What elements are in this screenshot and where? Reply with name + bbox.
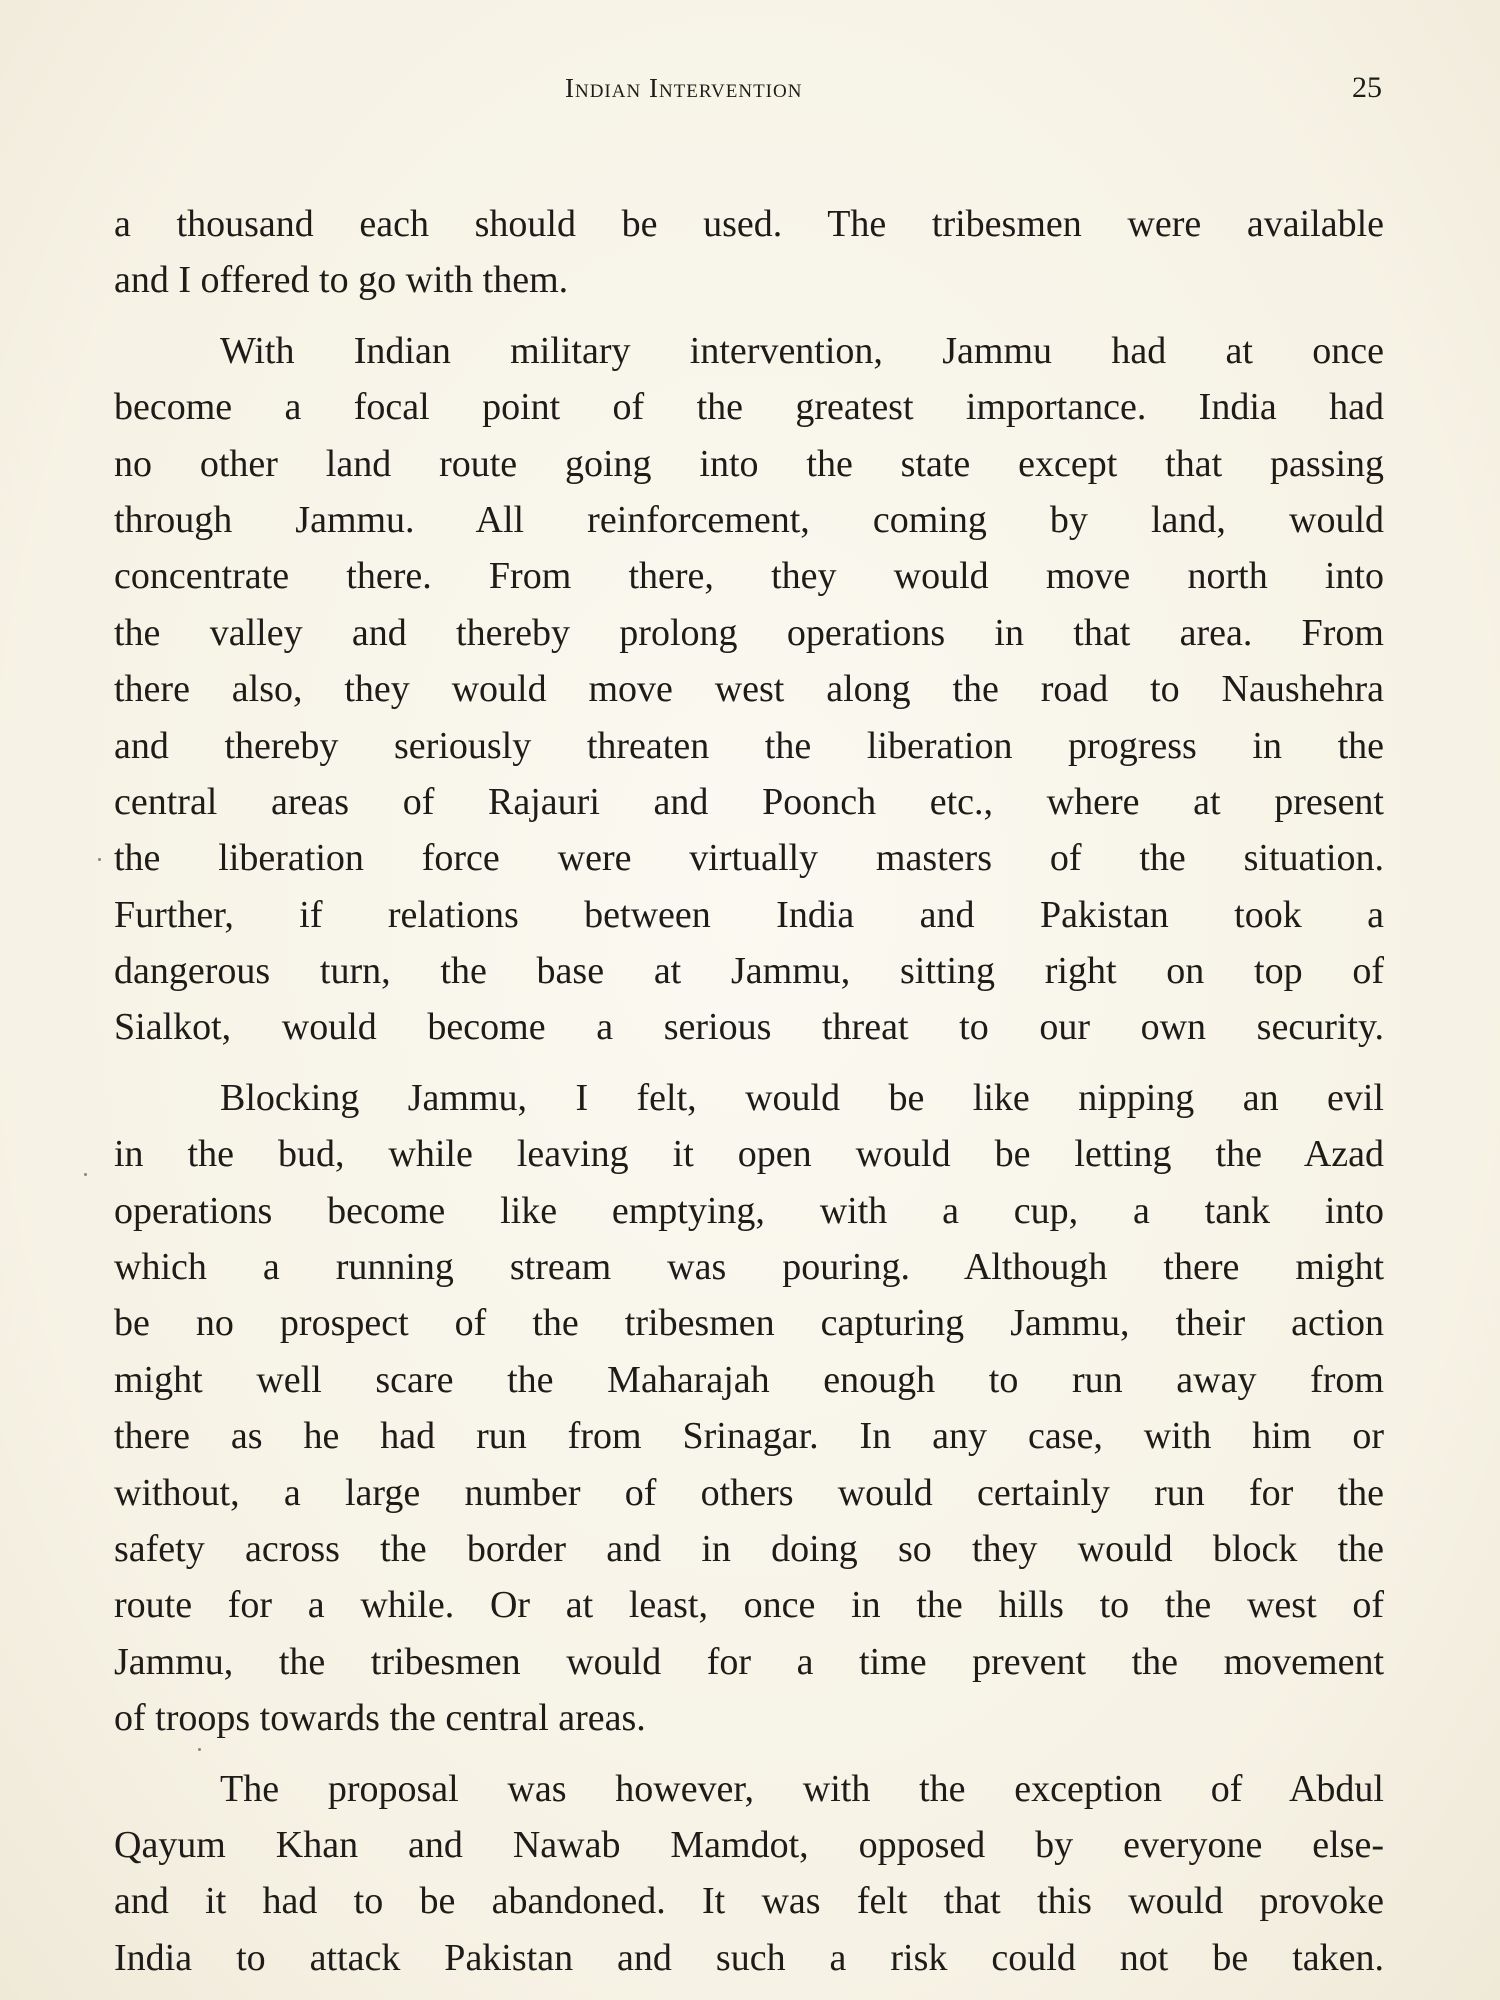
text-line: the liberation force were virtually masters of the situation. — [114, 837, 1384, 880]
text-line: The proposal was however, with the exception of Abdul — [220, 1767, 1384, 1810]
text-line: there also, they would move west along the road to Naushehra — [114, 668, 1384, 711]
page-number: 25 — [1352, 71, 1382, 104]
running-head — [0, 66, 1500, 110]
text-line: Qayum Khan and Nawab Mamdot, opposed by everyone else- — [114, 1823, 1384, 1866]
paragraph-1 — [114, 196, 1384, 309]
text-line: which a running stream was pouring. Although there might — [114, 1246, 1384, 1289]
text-line: there as he had run from Srinagar. In any case, with him or — [114, 1415, 1384, 1458]
text-line: and it had to be abandoned. It was felt that this would provoke — [114, 1880, 1384, 1923]
paragraph-4 — [114, 1761, 1384, 1987]
text-line: no other land route going into the state except that passing — [114, 442, 1384, 485]
text-line: the valley and thereby prolong operations in that area. From — [114, 611, 1384, 654]
text-line: without, a large number of others would certainly run for the — [114, 1471, 1384, 1514]
text-line: Blocking Jammu, I felt, would be like nipping an evil — [220, 1076, 1384, 1119]
text-line: through Jammu. All reinforcement, coming by land, would — [114, 498, 1384, 541]
paper-speck — [98, 858, 101, 861]
text-line: might well scare the Maharajah enough to run away from — [114, 1358, 1384, 1401]
body-text — [114, 196, 1384, 1986]
text-line: operations become like emptying, with a cup, a tank into — [114, 1189, 1384, 1232]
text-line: be no prospect of the tribesmen capturing Jammu, their action — [114, 1302, 1384, 1345]
text-line: Jammu, the tribesmen would for a time prevent the movement — [114, 1640, 1384, 1683]
text-line: in the bud, while leaving it open would be letting the Azad — [114, 1133, 1384, 1176]
paper-speck — [198, 1748, 201, 1751]
text-line: safety across the border and in doing so they would block the — [114, 1527, 1384, 1570]
text-line: dangerous turn, the base at Jammu, sitting right on top of — [114, 950, 1384, 993]
chapter-title: Indian Intervention — [565, 73, 803, 103]
text-line: of troops towards the central areas. — [114, 1697, 646, 1740]
text-line: route for a while. Or at least, once in the hills to the west of — [114, 1584, 1384, 1627]
paragraph-3 — [114, 1070, 1384, 1747]
text-line: Sialkot, would become a serious threat to our own security. — [114, 1006, 1384, 1049]
text-line: Further, if relations between India and Pakistan took a — [114, 893, 1384, 936]
text-line: a thousand each should be used. The tribesmen were available — [114, 203, 1384, 245]
paper-speck — [84, 1173, 87, 1176]
text-line: India to attack Pakistan and such a risk could not be taken. — [114, 1936, 1384, 1979]
text-line: and thereby seriously threaten the liberation progress in the — [114, 724, 1384, 767]
paragraph-2 — [114, 323, 1384, 1056]
text-line: central areas of Rajauri and Poonch etc., where at present — [114, 780, 1384, 823]
text-line: become a focal point of the greatest importance. India had — [114, 386, 1384, 429]
text-line: With Indian military intervention, Jammu had at once — [220, 329, 1384, 372]
text-line: and I offered to go with them. — [114, 259, 569, 302]
text-line: concentrate there. From there, they would move north into — [114, 555, 1384, 598]
